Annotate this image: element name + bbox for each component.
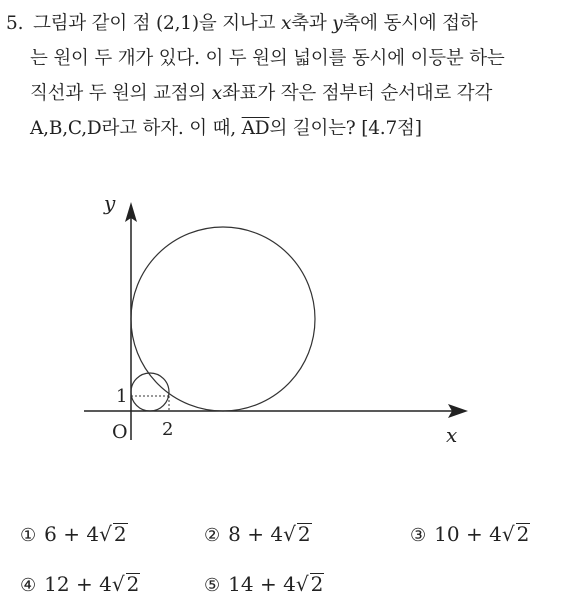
x-axis-label: x (446, 423, 458, 447)
choice-1-a: 6 (44, 522, 57, 546)
choice-5-radicand: 2 (310, 572, 324, 596)
problem-line-3-part-a: 직선과 두 원의 교점의 (30, 83, 212, 104)
choice-3-b: 4 (489, 522, 502, 546)
problem-line-3 (6, 76, 566, 111)
choice-2-a: 8 (228, 522, 241, 546)
variable-y: y (332, 13, 343, 34)
choice-4-marker: ④ (20, 575, 37, 596)
choice-3[interactable]: ③ 10 + 4√ 2 (410, 522, 530, 546)
y-axis-label: y (104, 191, 116, 215)
small-circle (131, 373, 169, 411)
problem-line-4 (6, 111, 566, 146)
sqrt-icon: √ (99, 522, 112, 546)
problem-line-4-part-a: A,B,C,D라고 하자. 이 때, (30, 118, 242, 139)
choice-2-marker: ② (204, 525, 221, 546)
problem-line-3-part-b: 좌표가 작은 점부터 순서대로 각각 (222, 83, 493, 104)
tick-y-label: 1 (116, 386, 128, 407)
variable-x: x (280, 13, 292, 34)
sqrt-icon: √ (111, 572, 125, 596)
choice-1[interactable]: ① 6 + 4√ 2 (20, 522, 127, 546)
problem-text (6, 6, 566, 146)
choice-4[interactable]: ④ 12 + 4√ 2 (20, 572, 140, 596)
choice-5-marker: ⑤ (204, 575, 221, 596)
segment-ad: $\overline{AD}$ (241, 118, 270, 139)
large-circle (131, 227, 315, 411)
problem-line-1-part-c: 축에 동시에 접하 (342, 13, 478, 34)
figure-svg (78, 190, 478, 450)
tick-x-label: 2 (162, 419, 174, 440)
choice-1-marker: ① (20, 525, 37, 546)
choice-4-b: 4 (99, 572, 112, 596)
choice-3-a: 10 (434, 522, 460, 546)
problem-number: 5. (6, 13, 24, 34)
problem-line-1-part-b: 축과 (291, 13, 333, 34)
choice-3-radicand: 2 (516, 522, 530, 546)
problem-line-2: 는 원이 두 개가 있다. 이 두 원의 넓이를 동시에 이등분 하는 (30, 48, 505, 69)
origin-label: O (112, 421, 128, 443)
problem-line-1 (6, 6, 566, 41)
problem-line-1-part-a: 그림과 같이 점 (2,1)을 지나고 (32, 13, 281, 34)
choice-2-b: 4 (270, 522, 284, 546)
choice-1-b: 4 (86, 522, 100, 546)
choice-2-radicand: 2 (297, 522, 311, 546)
sqrt-icon: √ (283, 522, 296, 546)
sqrt-icon: √ (501, 522, 515, 546)
choice-4-radicand: 2 (126, 572, 140, 596)
sqrt-icon: √ (295, 572, 309, 596)
choice-5-b: 4 (283, 572, 296, 596)
variable-x-2: x (211, 83, 222, 104)
choice-5[interactable]: ⑤ 14 + 4√ 2 (204, 572, 324, 596)
choice-4-a: 12 (44, 572, 70, 596)
choice-3-marker: ③ (410, 525, 427, 546)
coordinate-figure (78, 190, 478, 450)
choice-1-radicand: 2 (113, 522, 127, 546)
problem-line-4-part-b: 의 길이는? [4.7점] (269, 118, 422, 139)
choice-5-a: 14 (228, 572, 254, 596)
choice-2[interactable]: ② 8 + 4√ 2 (204, 522, 311, 546)
